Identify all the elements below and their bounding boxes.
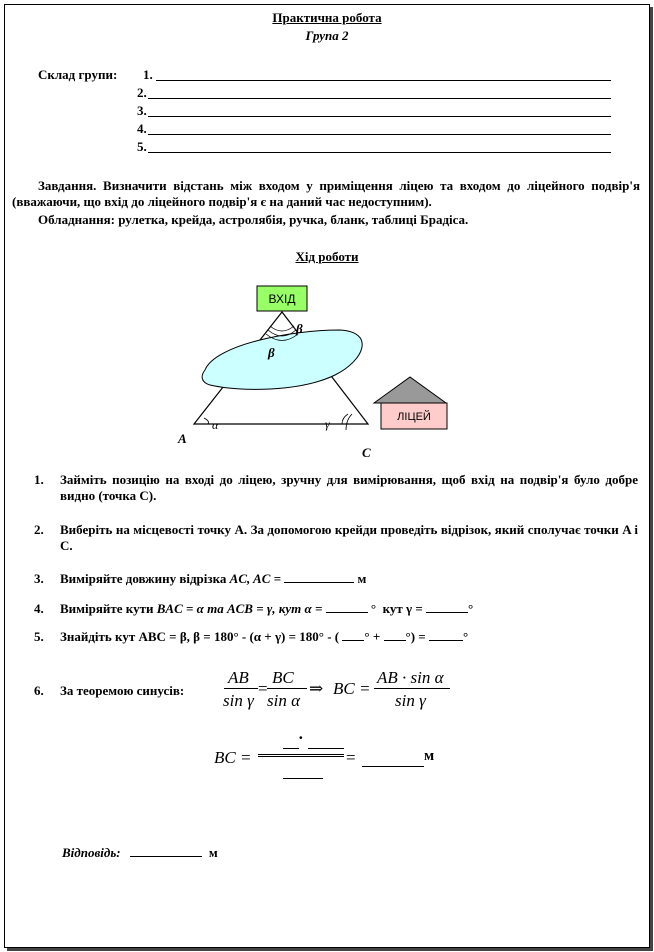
alpha-arc: [204, 418, 209, 424]
step-1-text: Займіть позицію на вході до ліцею, зручну для вимірювання, щоб вхід на подвір'я було добре видно (точка C).: [60, 472, 638, 503]
point-a-label: A: [178, 431, 187, 446]
step-5-blank-2[interactable]: [384, 640, 406, 641]
answer-label: Відповідь:: [62, 845, 121, 860]
bc2-dot: ·: [298, 728, 304, 747]
gamma-arc-2: [346, 414, 352, 430]
equipment-label: Обладнання:: [38, 212, 115, 227]
step-6-number: 6.: [34, 683, 44, 698]
group-item-2: 2.: [137, 85, 147, 100]
equipment-text: рулетка, крейда, астролябія, ручка, бланк, таблиці Брадіса.: [118, 212, 469, 227]
beta-inner-label: β: [268, 345, 275, 360]
frac3-num: AB · sin α: [377, 668, 444, 687]
frac2-num: BC: [272, 668, 294, 687]
bc2-bar-1: [258, 754, 344, 755]
step-4-deg-1: °: [370, 601, 377, 616]
beta-outer-label: β: [296, 321, 303, 336]
bc2-num-blank-2[interactable]: [308, 748, 344, 749]
bc-equals: BC =: [333, 679, 371, 698]
bc2-unit: м: [424, 748, 435, 764]
answer-blank[interactable]: [130, 856, 202, 857]
bc2-bar-2: [258, 756, 344, 757]
frac2-den: sin α: [267, 691, 301, 710]
bc2-equals: =: [346, 748, 356, 767]
entrance-box: [257, 286, 307, 311]
bc2-den-blank[interactable]: [283, 778, 323, 779]
implies-arrow: ⇒: [309, 679, 324, 698]
group-item-4: 4.: [137, 121, 147, 136]
step-5-p2: °) =: [405, 629, 426, 644]
step-4-text: [60, 601, 473, 617]
entrance-label: ВХІД: [268, 292, 296, 306]
eq-sign-1: =: [258, 679, 268, 698]
step-2-number: 2.: [34, 522, 44, 537]
step-5-p1: ° +: [364, 629, 381, 644]
step-4-text-a: Виміряйте кути: [60, 601, 154, 616]
point-c-label: C: [362, 445, 371, 460]
step-1-number: 1.: [34, 472, 44, 487]
page-subtitle: Група 2: [305, 28, 349, 43]
step-5-blank-result[interactable]: [429, 640, 463, 641]
step-5-blank-1[interactable]: [342, 640, 364, 641]
school-roof: [374, 377, 446, 403]
task-label: Завдання.: [38, 178, 97, 193]
school-label: ЛІЦЕЙ: [397, 411, 431, 423]
procedure-title: Хід роботи: [295, 249, 359, 264]
frac3-bar: [374, 688, 450, 689]
bc2-result-blank[interactable]: [362, 766, 424, 767]
frac1-num: AB: [228, 668, 249, 687]
answer-unit: м: [208, 845, 218, 860]
step-4-blank-alpha[interactable]: [326, 612, 368, 613]
pond-shape: [202, 330, 362, 389]
step-4-deg-2: °: [468, 601, 474, 616]
group-item-5: 5.: [137, 139, 147, 154]
step-3-unit: м: [357, 571, 367, 586]
bc2-num-blank-1[interactable]: [283, 748, 299, 749]
step-4-blank-gamma[interactable]: [426, 612, 468, 613]
alpha-label: α: [212, 418, 219, 432]
task-text: Визначити відстань між входом у приміщення ліцею та входом до ліцейного подвір'я (вважаючи, що вхід до ліцейного подвір'я є на даний час недоступним).: [12, 178, 640, 209]
school-building: [374, 377, 447, 429]
beta-arc-1: [270, 326, 294, 331]
step-4-number: 4.: [34, 601, 44, 616]
step-4-text-c: кут γ =: [382, 601, 423, 616]
frac1-den: sin γ: [223, 691, 254, 710]
gamma-label: γ: [325, 417, 330, 431]
step-4-text-b: BAC = α та ACB = γ, кут α =: [156, 601, 323, 616]
step-3-text: [60, 571, 366, 587]
step-5-number: 5.: [34, 629, 44, 644]
group-item-3: 3.: [137, 103, 147, 118]
step-5-deg: °: [462, 629, 469, 644]
bc2-label: BC =: [214, 748, 252, 767]
step-3-text-a: Виміряйте довжину відрізка: [60, 571, 227, 586]
step-5-text-main: Знайдіть кут ABC = β, β = 180° - (α + γ) = 180° - (: [60, 629, 340, 644]
page-title: Практична робота: [272, 10, 382, 25]
step-5-text: [60, 629, 468, 645]
group-item-1: 1.: [143, 67, 153, 82]
step-6-text: За теоремою синусів:: [60, 683, 185, 698]
step-2-text: Виберіть на місцевості точку A. За допомогою крейди проведіть відрізок, який сполучає точки A і C.: [60, 522, 638, 553]
frac1-bar: [224, 688, 258, 689]
step-3-text-b: AC, AC =: [229, 571, 282, 586]
step-3-blank[interactable]: [284, 582, 354, 583]
step-3-number: 3.: [34, 571, 44, 586]
frac2-bar: [267, 688, 307, 689]
frac3-den: sin γ: [395, 691, 426, 710]
answer-row: [62, 845, 218, 861]
group-label: Склад групи:: [38, 67, 118, 82]
